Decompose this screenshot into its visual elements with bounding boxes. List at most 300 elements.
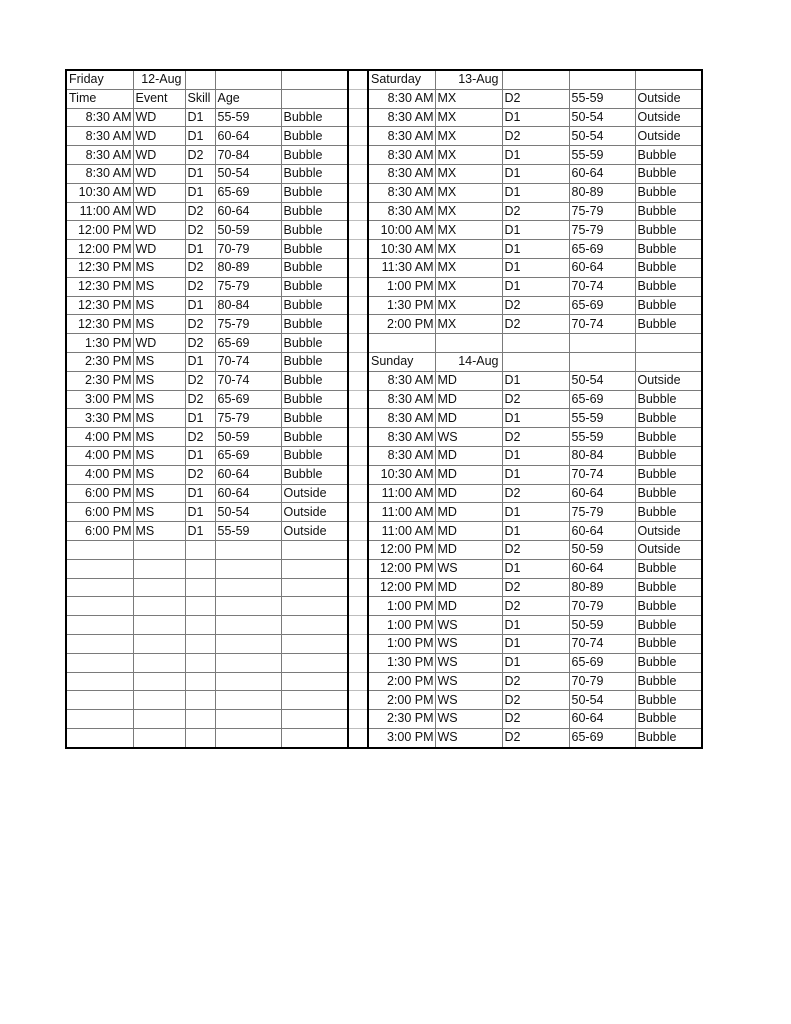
sheet-row [66,183,702,202]
sheet-row [66,352,702,371]
saturday-skill-cell: D1 [502,164,569,183]
empty-cell [185,559,215,578]
spacer-cell [348,503,368,522]
sunday-event-cell: MD [435,597,502,616]
spacer-cell [348,409,368,428]
saturday-time-cell: 1:00 PM [368,277,435,296]
empty-cell [502,70,569,89]
saturday-skill-cell: D2 [502,202,569,221]
empty-cell [215,540,281,559]
friday-time-cell: 12:00 PM [66,240,133,259]
sheet-row [66,296,702,315]
spacer-cell [348,352,368,371]
sunday-age-cell: 55-59 [569,409,635,428]
saturday-time-cell: 1:30 PM [368,296,435,315]
empty-cell [185,634,215,653]
sunday-event-cell: MD [435,390,502,409]
sheet-row [66,428,702,447]
sunday-age-cell: 70-79 [569,597,635,616]
sheet-row [66,484,702,503]
sunday-event-cell: MD [435,465,502,484]
empty-cell [281,728,348,747]
saturday-event-cell: MX [435,277,502,296]
sheet-row [66,334,702,353]
friday-time-cell: 4:00 PM [66,465,133,484]
spacer-cell [348,691,368,710]
spacer-cell [348,258,368,277]
spacer-cell [348,146,368,165]
saturday-event-cell: MX [435,89,502,108]
friday-event-cell: WD [133,240,185,259]
empty-cell [281,578,348,597]
friday-time-cell: 12:30 PM [66,277,133,296]
sunday-location-cell: Bubble [635,616,702,635]
empty-cell [185,728,215,747]
sheet-row [66,710,702,729]
sheet-row [66,503,702,522]
friday-skill-cell: D2 [185,277,215,296]
sunday-skill-cell: D1 [502,465,569,484]
spacer-cell [348,446,368,465]
friday-skill-cell: D1 [185,522,215,541]
spacer-cell [348,240,368,259]
sunday-skill-cell: D1 [502,653,569,672]
saturday-day-label: Saturday [368,70,435,89]
saturday-location-cell: Bubble [635,183,702,202]
friday-age-cell: 65-69 [215,334,281,353]
sunday-age-cell: 70-74 [569,465,635,484]
sunday-age-cell: 75-79 [569,503,635,522]
friday-age-cell: 50-54 [215,503,281,522]
sunday-location-cell: Bubble [635,446,702,465]
friday-skill-cell: D1 [185,503,215,522]
sunday-location-cell: Outside [635,371,702,390]
saturday-location-cell: Bubble [635,164,702,183]
spacer-cell [348,164,368,183]
empty-cell [66,578,133,597]
sunday-time-cell: 12:00 PM [368,540,435,559]
empty-cell [66,710,133,729]
friday-time-cell: 12:00 PM [66,221,133,240]
saturday-age-cell: 50-54 [569,127,635,146]
friday-location-cell: Bubble [281,183,348,202]
friday-age-cell: 50-54 [215,164,281,183]
spacer-cell [348,634,368,653]
friday-location-cell: Bubble [281,108,348,127]
sunday-event-cell: MD [435,371,502,390]
column-header-skill: Skill [185,89,215,108]
friday-age-cell: 55-59 [215,108,281,127]
spacer-cell [348,710,368,729]
empty-cell [281,540,348,559]
friday-time-cell: 3:30 PM [66,409,133,428]
friday-age-cell: 70-79 [215,240,281,259]
spacer-cell [348,70,368,89]
sunday-event-cell: WS [435,634,502,653]
sunday-event-cell: WS [435,672,502,691]
saturday-skill-cell: D1 [502,108,569,127]
spacer-cell [348,390,368,409]
column-header-event: Event [133,89,185,108]
friday-time-cell: 1:30 PM [66,334,133,353]
saturday-location-cell: Bubble [635,240,702,259]
friday-skill-cell: D2 [185,221,215,240]
empty-cell [281,89,348,108]
sunday-time-cell: 11:00 AM [368,484,435,503]
empty-cell [133,653,185,672]
saturday-location-cell: Outside [635,127,702,146]
friday-skill-cell: D2 [185,146,215,165]
sunday-location-cell: Bubble [635,484,702,503]
friday-skill-cell: D1 [185,127,215,146]
sunday-skill-cell: D1 [502,409,569,428]
empty-cell [66,597,133,616]
sunday-event-cell: WS [435,653,502,672]
spacer-cell [348,296,368,315]
sunday-time-cell: 8:30 AM [368,409,435,428]
sunday-skill-cell: D2 [502,540,569,559]
sunday-age-cell: 80-89 [569,578,635,597]
friday-location-cell: Bubble [281,258,348,277]
friday-skill-cell: D2 [185,428,215,447]
sheet-row [66,258,702,277]
sheet-row [66,728,702,747]
friday-skill-cell: D1 [185,296,215,315]
saturday-event-cell: MX [435,240,502,259]
sunday-age-cell: 65-69 [569,728,635,747]
empty-cell [185,540,215,559]
sheet-row [66,127,702,146]
friday-skill-cell: D1 [185,183,215,202]
friday-event-cell: MS [133,296,185,315]
friday-event-cell: MS [133,409,185,428]
empty-cell [215,597,281,616]
empty-cell [133,634,185,653]
friday-location-cell: Bubble [281,127,348,146]
sunday-time-cell: 8:30 AM [368,371,435,390]
friday-skill-cell: D1 [185,108,215,127]
friday-age-cell: 70-84 [215,146,281,165]
friday-event-cell: MS [133,258,185,277]
friday-location-cell: Bubble [281,334,348,353]
sunday-location-cell: Bubble [635,465,702,484]
sunday-event-cell: WS [435,428,502,447]
saturday-event-cell: MX [435,164,502,183]
friday-skill-cell: D1 [185,240,215,259]
saturday-time-cell: 8:30 AM [368,202,435,221]
sunday-location-cell: Bubble [635,672,702,691]
saturday-age-cell: 65-69 [569,296,635,315]
friday-age-cell: 60-64 [215,127,281,146]
sheet-row [66,164,702,183]
sunday-day-label: Sunday [368,352,435,371]
spacer-cell [348,578,368,597]
sunday-time-cell: 3:00 PM [368,728,435,747]
spacer-cell [348,221,368,240]
sunday-age-cell: 60-64 [569,522,635,541]
spacer-cell [348,334,368,353]
friday-location-cell: Bubble [281,315,348,334]
saturday-skill-cell: D2 [502,315,569,334]
saturday-age-cell: 50-54 [569,108,635,127]
saturday-date-label: 13-Aug [435,70,502,89]
sunday-time-cell: 2:00 PM [368,672,435,691]
sunday-skill-cell: D2 [502,691,569,710]
empty-cell [185,70,215,89]
friday-age-cell: 65-69 [215,390,281,409]
sunday-time-cell: 10:30 AM [368,465,435,484]
friday-location-cell: Bubble [281,277,348,296]
sheet-row [66,277,702,296]
sunday-event-cell: WS [435,710,502,729]
friday-event-cell: WD [133,183,185,202]
empty-cell [569,352,635,371]
sheet-row [66,691,702,710]
sheet-row [66,559,702,578]
sheet-row [66,390,702,409]
sheet-row [66,578,702,597]
spacer-cell [348,597,368,616]
sheet-row [66,540,702,559]
sheet-row [66,315,702,334]
empty-cell [185,616,215,635]
sunday-location-cell: Bubble [635,728,702,747]
sunday-event-cell: MD [435,484,502,503]
friday-skill-cell: D2 [185,334,215,353]
empty-cell [281,597,348,616]
spacer-cell [348,522,368,541]
saturday-age-cell: 60-64 [569,258,635,277]
friday-location-cell: Bubble [281,465,348,484]
friday-event-cell: MS [133,371,185,390]
saturday-location-cell: Bubble [635,277,702,296]
sunday-date-label: 14-Aug [435,352,502,371]
friday-skill-cell: D2 [185,202,215,221]
saturday-event-cell: MX [435,202,502,221]
sunday-skill-cell: D2 [502,672,569,691]
sunday-time-cell: 12:00 PM [368,559,435,578]
friday-location-cell: Bubble [281,164,348,183]
sunday-time-cell: 8:30 AM [368,446,435,465]
spacer-cell [348,540,368,559]
sheet-row [66,202,702,221]
saturday-time-cell: 8:30 AM [368,127,435,146]
empty-cell [215,691,281,710]
sunday-skill-cell: D2 [502,597,569,616]
sheet-row [66,616,702,635]
empty-cell [185,691,215,710]
spacer-cell [348,202,368,221]
friday-location-cell: Bubble [281,296,348,315]
empty-cell [215,728,281,747]
friday-age-cell: 75-79 [215,409,281,428]
sunday-time-cell: 8:30 AM [368,390,435,409]
spacer-cell [348,672,368,691]
saturday-event-cell: MX [435,221,502,240]
sunday-location-cell: Outside [635,522,702,541]
sheet-row [66,371,702,390]
spacer-cell [348,559,368,578]
sheet-row [66,446,702,465]
friday-time-cell: 3:00 PM [66,390,133,409]
spacer-cell [348,315,368,334]
friday-location-cell: Bubble [281,446,348,465]
sunday-event-cell: WS [435,728,502,747]
friday-skill-cell: D2 [185,258,215,277]
friday-event-cell: WD [133,127,185,146]
friday-age-cell: 60-64 [215,202,281,221]
saturday-event-cell: MX [435,108,502,127]
sunday-age-cell: 65-69 [569,653,635,672]
empty-cell [435,334,502,353]
saturday-time-cell: 8:30 AM [368,183,435,202]
saturday-location-cell: Bubble [635,315,702,334]
empty-cell [569,70,635,89]
saturday-time-cell: 8:30 AM [368,89,435,108]
sunday-skill-cell: D2 [502,578,569,597]
friday-event-cell: MS [133,503,185,522]
sunday-age-cell: 60-64 [569,559,635,578]
sunday-skill-cell: D2 [502,484,569,503]
saturday-age-cell: 70-74 [569,315,635,334]
saturday-skill-cell: D1 [502,240,569,259]
sunday-time-cell: 1:00 PM [368,616,435,635]
sunday-event-cell: WS [435,691,502,710]
friday-age-cell: 55-59 [215,522,281,541]
friday-time-cell: 4:00 PM [66,446,133,465]
sunday-location-cell: Bubble [635,578,702,597]
friday-age-cell: 50-59 [215,428,281,447]
friday-location-cell: Bubble [281,146,348,165]
sunday-age-cell: 50-54 [569,371,635,390]
sunday-age-cell: 50-54 [569,691,635,710]
saturday-event-cell: MX [435,258,502,277]
sunday-skill-cell: D2 [502,428,569,447]
empty-cell [281,559,348,578]
saturday-skill-cell: D1 [502,146,569,165]
spacer-cell [348,484,368,503]
friday-skill-cell: D1 [185,164,215,183]
saturday-event-cell: MX [435,183,502,202]
empty-cell [281,672,348,691]
empty-cell [368,334,435,353]
empty-cell [66,634,133,653]
friday-event-cell: WD [133,221,185,240]
friday-age-cell: 75-79 [215,315,281,334]
sunday-location-cell: Bubble [635,503,702,522]
saturday-skill-cell: D2 [502,89,569,108]
saturday-age-cell: 80-89 [569,183,635,202]
empty-cell [66,540,133,559]
empty-cell [215,634,281,653]
friday-skill-cell: D2 [185,371,215,390]
friday-event-cell: MS [133,428,185,447]
empty-cell [133,540,185,559]
saturday-age-cell: 55-59 [569,89,635,108]
sunday-age-cell: 55-59 [569,428,635,447]
empty-cell [185,672,215,691]
friday-location-cell: Bubble [281,221,348,240]
saturday-location-cell: Bubble [635,258,702,277]
friday-event-cell: WD [133,202,185,221]
saturday-time-cell: 10:30 AM [368,240,435,259]
schedule-table [65,69,703,749]
sunday-time-cell: 12:00 PM [368,578,435,597]
sunday-skill-cell: D1 [502,446,569,465]
sunday-age-cell: 60-64 [569,484,635,503]
sunday-skill-cell: D2 [502,390,569,409]
friday-event-cell: WD [133,108,185,127]
sheet-row [66,672,702,691]
empty-cell [133,597,185,616]
sunday-skill-cell: D1 [502,559,569,578]
friday-age-cell: 80-84 [215,296,281,315]
friday-age-cell: 80-89 [215,258,281,277]
empty-cell [133,578,185,597]
saturday-time-cell: 8:30 AM [368,164,435,183]
sunday-location-cell: Bubble [635,653,702,672]
saturday-skill-cell: D1 [502,258,569,277]
sheet-row [66,146,702,165]
sunday-location-cell: Bubble [635,559,702,578]
sunday-skill-cell: D1 [502,371,569,390]
saturday-time-cell: 10:00 AM [368,221,435,240]
friday-event-cell: WD [133,146,185,165]
friday-location-cell: Bubble [281,240,348,259]
empty-cell [66,559,133,578]
saturday-location-cell: Bubble [635,296,702,315]
friday-event-cell: WD [133,334,185,353]
friday-event-cell: MS [133,522,185,541]
saturday-location-cell: Outside [635,108,702,127]
saturday-location-cell: Bubble [635,221,702,240]
saturday-time-cell: 2:00 PM [368,315,435,334]
sunday-age-cell: 70-79 [569,672,635,691]
friday-time-cell: 12:30 PM [66,296,133,315]
sunday-skill-cell: D1 [502,522,569,541]
empty-cell [569,334,635,353]
sunday-event-cell: WS [435,559,502,578]
saturday-event-cell: MX [435,315,502,334]
friday-time-cell: 11:00 AM [66,202,133,221]
spacer-cell [348,428,368,447]
empty-cell [281,710,348,729]
sunday-age-cell: 70-74 [569,634,635,653]
friday-age-cell: 50-59 [215,221,281,240]
empty-cell [133,728,185,747]
spacer-cell [348,728,368,747]
sheet-row [66,221,702,240]
sunday-location-cell: Bubble [635,409,702,428]
friday-time-cell: 8:30 AM [66,127,133,146]
empty-cell [215,559,281,578]
sunday-location-cell: Bubble [635,634,702,653]
sunday-time-cell: 1:00 PM [368,634,435,653]
empty-cell [502,352,569,371]
friday-skill-cell: D1 [185,484,215,503]
sheet-row [66,108,702,127]
friday-location-cell: Bubble [281,390,348,409]
empty-cell [185,710,215,729]
empty-cell [215,710,281,729]
empty-cell [185,597,215,616]
empty-cell [66,672,133,691]
sunday-skill-cell: D2 [502,710,569,729]
saturday-location-cell: Bubble [635,202,702,221]
sheet-row [66,465,702,484]
sunday-time-cell: 2:30 PM [368,710,435,729]
empty-cell [635,352,702,371]
